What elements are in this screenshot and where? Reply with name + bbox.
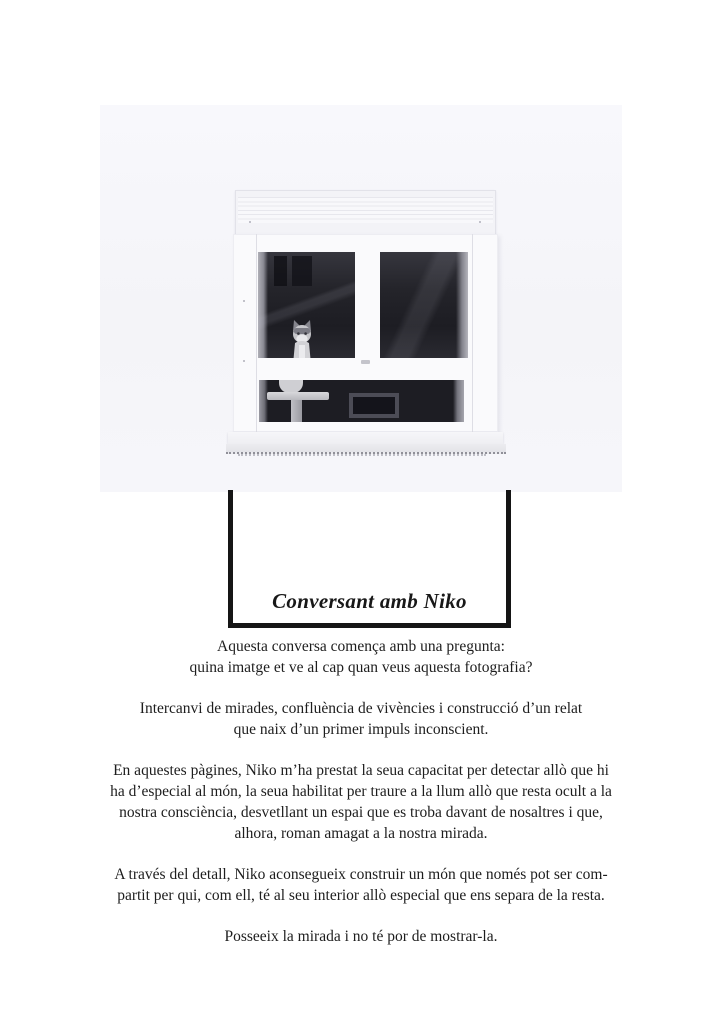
screw: [249, 221, 251, 223]
screw: [243, 300, 245, 302]
cat-tree-platform: [267, 392, 329, 400]
paragraph-2: [0, 698, 722, 740]
window-frame: [233, 190, 498, 443]
glass-reflection: [380, 252, 468, 358]
curtain: [453, 380, 464, 422]
screw: [479, 221, 481, 223]
window-pane-left: [258, 252, 355, 358]
paragraph-1: [0, 636, 722, 678]
text-line: nostra consciència, desvetllant un espai que es troba davant de nosaltres i que,: [119, 804, 603, 821]
chapter-title: Conversant amb Niko: [272, 589, 467, 613]
text-line: Posseeix la mirada i no té por de mostrar-la.: [224, 928, 498, 945]
window-pane-right: [380, 252, 468, 358]
text-line: alhora, roman amagat a la nostra mirada.: [234, 825, 488, 842]
text-line: Intercanvi de mirades, confluència de vivències i construcció d’un relat: [139, 700, 583, 717]
frame-groove-right: [472, 234, 473, 432]
paragraph-5: [0, 926, 722, 947]
paragraph-4: [0, 864, 722, 906]
window-photo: [100, 105, 622, 492]
text-line: A través del detall, Niko aconsegueix construir un món que només pot ser com-: [114, 866, 608, 883]
window-sill: [228, 432, 503, 444]
roller-shutter: [235, 190, 496, 236]
text-line: En aquestes pàgines, Niko m’ha prestat la seua capacitat per detectar allò que hi: [113, 762, 609, 779]
window-pane-lower: [259, 380, 464, 422]
screw: [243, 360, 245, 362]
text-line: Aquesta conversa comença amb una pregunta:: [217, 638, 505, 655]
text-line: quina imatge et ve al cap quan veus aquesta fotografia?: [189, 659, 533, 676]
text-line: que naix d’un primer impuls inconscient.: [233, 721, 489, 738]
body-text: [0, 636, 722, 967]
curtain: [259, 380, 268, 422]
sash-lock: [361, 360, 370, 364]
picture-frame-reflection: [349, 393, 399, 418]
window-ledge: [226, 444, 506, 454]
cat-figure: [286, 318, 318, 358]
frame-groove-left: [256, 234, 257, 432]
cat-tree-post: [291, 400, 302, 422]
paragraph-3: [0, 760, 722, 844]
text-line: partit per qui, com ell, té al seu interior allò especial que ens separa de la resta.: [117, 887, 605, 904]
title-box: [228, 490, 511, 628]
text-line: ha d’especial al món, la seua habilitat per traure a la llum allò que resta ocult a la: [110, 783, 612, 800]
